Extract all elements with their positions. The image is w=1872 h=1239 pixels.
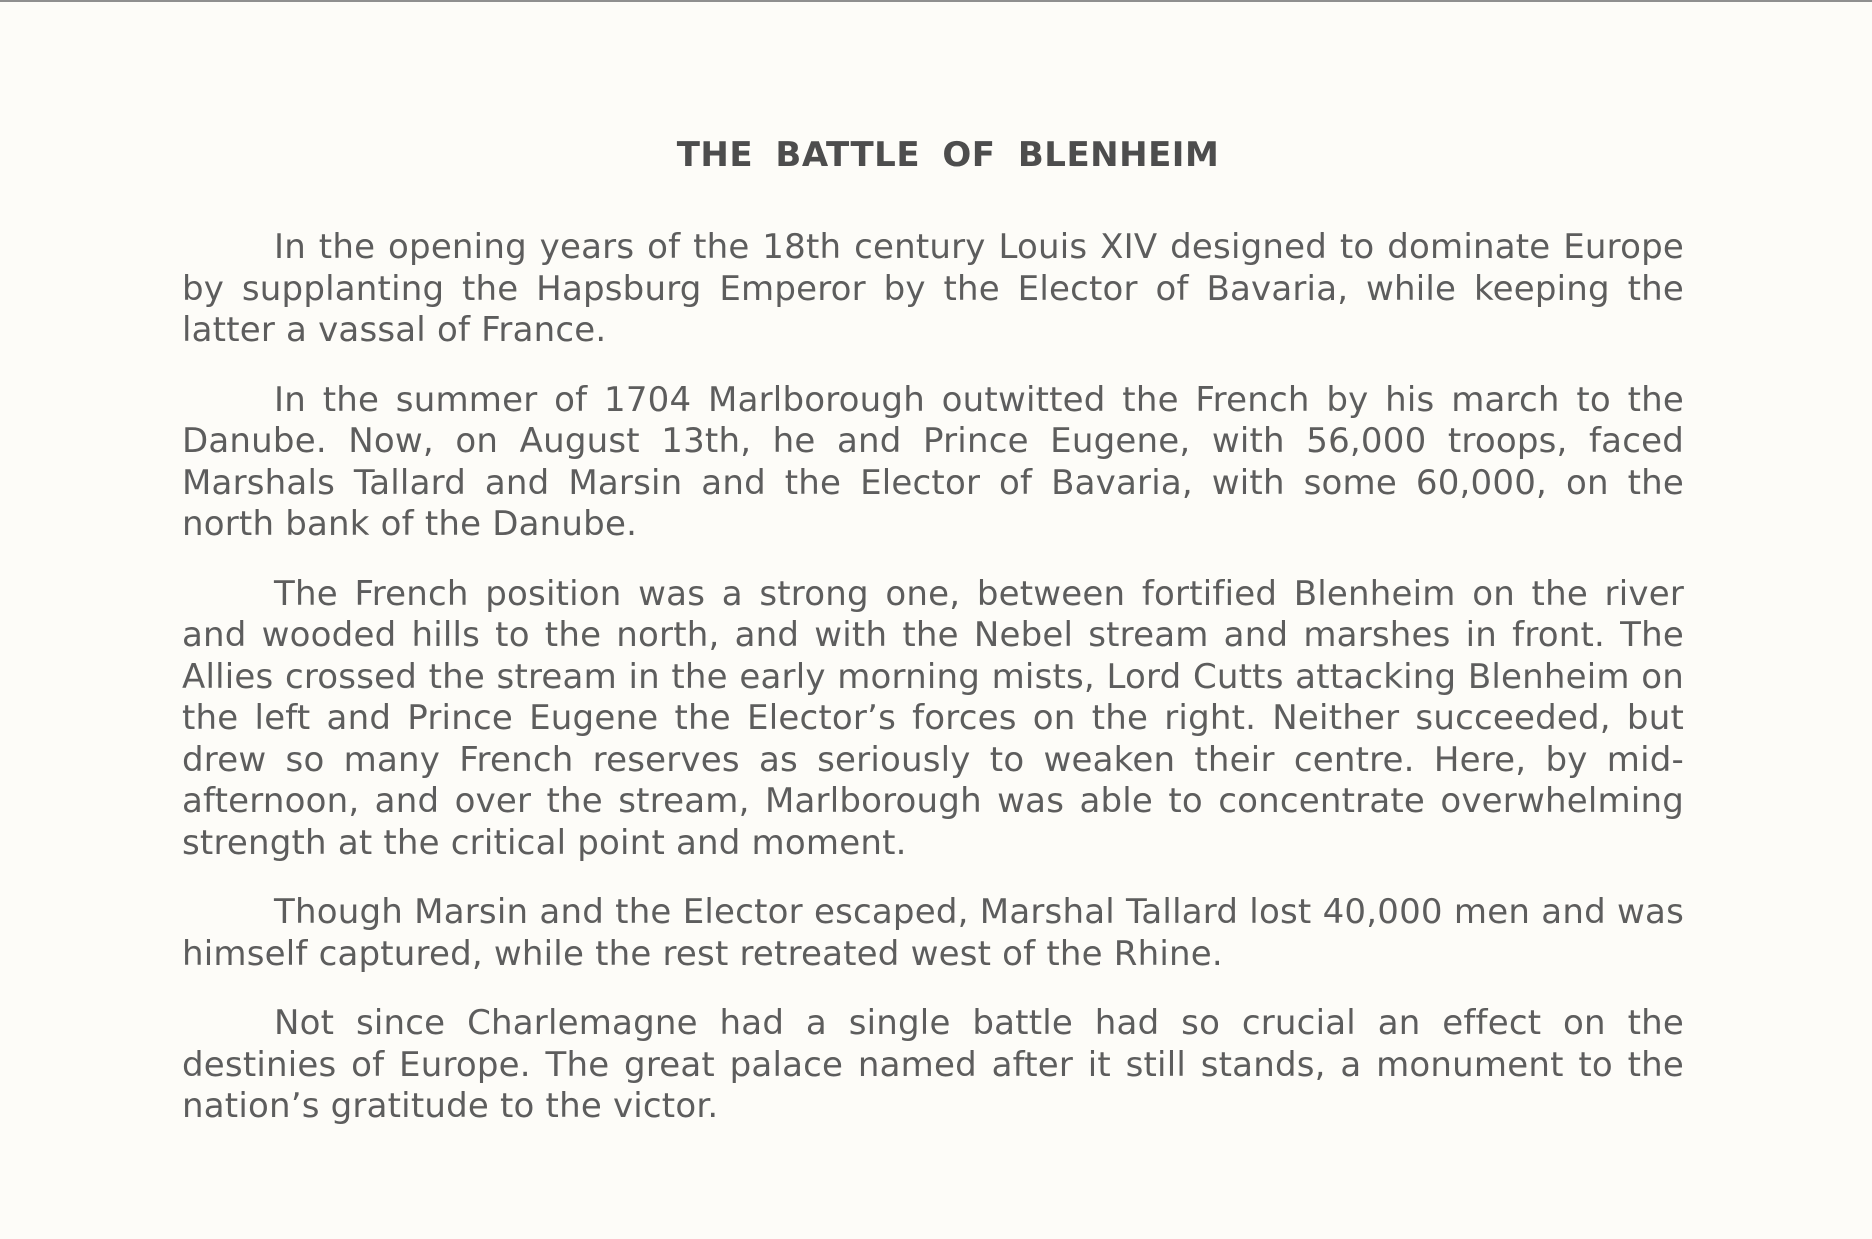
paragraph-french-position: The French position was a strong one, between fortified Blenheim on the river and wooded hills to the north, and with the Nebel stream and marshes in front. The Allies crossed the stream in the early morning mists, Lord Cutts attacking Blenheim on the left and Prince Eugene the Elector’s forces on the right. Neither succeeded, but drew so many French reserves as seriously to weaken their centre. Here, by mid-afternoon, and over the stream, Marlborough was able to concentrate overwhelming strength at the critical point and moment. [182,573,1684,863]
top-border-rule [0,0,1872,2]
document-body [182,135,1684,1156]
paragraph-summer-1704: In the summer of 1704 Marlborough outwitted the French by his march to the Danube. Now, on August 13th, he and Prince Eugene, with 56,000 troops, faced Marshals Tallard and Marsin and the Elector of Bavaria, with some 60,000, on the north bank of the Danube. [182,379,1684,544]
document-title: THE BATTLE OF BLENHEIM [676,135,1220,175]
paragraph-opening-years: In the opening years of the 18th century Louis XIV designed to dominate Europe by supplanting the Hapsburg Emperor by the Elector of Bavaria, while keeping the latter a vassal of France. [182,227,1684,350]
paragraph-tallard-captured: Though Marsin and the Elector escaped, Marshal Tallard lost 40,000 men and was himself captured, while the rest retreated west of the Rhine. [182,892,1684,974]
paragraph-charlemagne: Not since Charlemagne had a single battle had so crucial an effect on the destinies of Europe. The great palace named after it still stands, a monument to the nation’s gratitude to the victor. [182,1003,1684,1126]
